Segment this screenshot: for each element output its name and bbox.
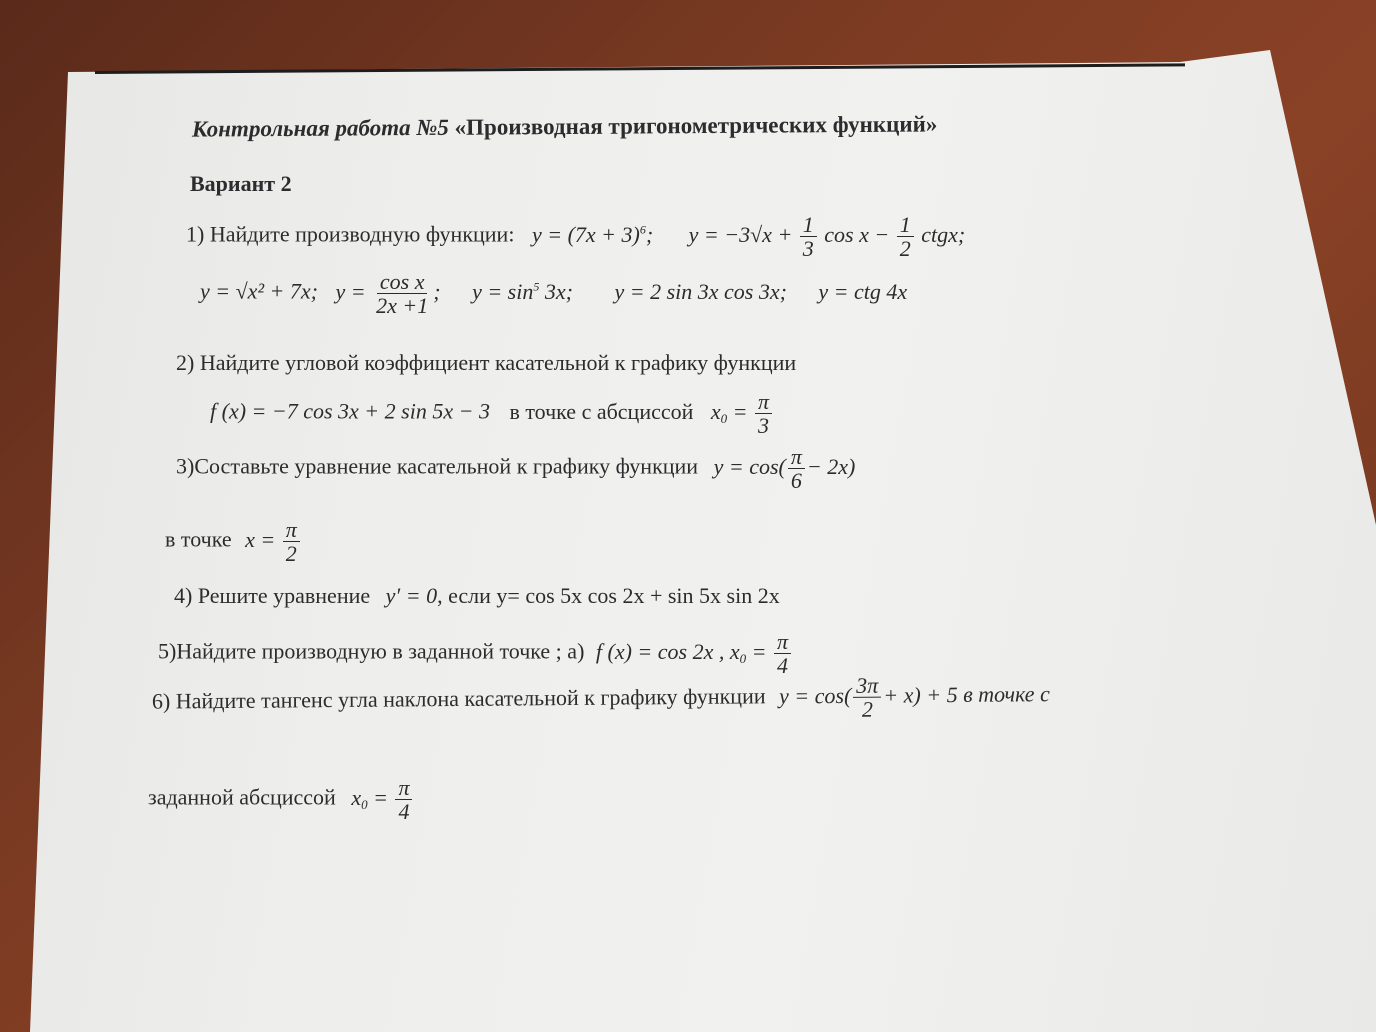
task-5-fraction: $\frac{\pi}{4}$ (774, 630, 791, 677)
task-1-f1: $y = (7x + 3)^6$; (531, 221, 654, 247)
task-1-f6: y = 2 sin 3x cos 3x; (614, 278, 787, 304)
task-2-x0: $x_0$ = (710, 398, 748, 426)
task-1-line-1 (186, 213, 965, 260)
task-5-formula: f (x) = cos 2x , $x_0$ = (595, 638, 767, 666)
task-2-point-text: в точке с абсциссой (509, 398, 694, 424)
task-6-x0: $x_0$ = (351, 784, 388, 812)
task-3-line-1 (176, 445, 855, 492)
task-1-f3: y = √x² + 7x; (200, 278, 318, 304)
task-6-line-2 (148, 776, 414, 823)
task-2-fraction: $\frac{\pi}{3}$ (755, 390, 772, 437)
task-2-label: 2) Найдите угловой коэффициент касательной к графику функции (176, 350, 797, 375)
task-6-fraction: $\frac{\pi}{4}$ (395, 776, 412, 823)
task-4-eq: y′ = 0 (385, 583, 438, 608)
task-4-line (174, 583, 780, 609)
task-3-point-fraction: $\frac{\pi}{2}$ (283, 518, 300, 565)
task-4-cond: , если y= cos 5x cos 2x + sin 5x sin 2x (437, 583, 780, 608)
task-6-line-1 (152, 672, 1050, 727)
page-title (192, 111, 937, 142)
task-1-f4: y = $\frac{\text{cos x}}{2x +1}$ ; (335, 269, 447, 319)
task-6-line2-text: заданной абсциссой (148, 784, 336, 810)
task-2-formula-line (210, 390, 774, 437)
task-3-formula: y = cos( $\frac{\pi}{6}$ − 2x) (713, 444, 856, 494)
title-italic: Контрольная работа №5 (191, 114, 449, 142)
task-3-label: 3)Составьте уравнение касательной к графику функции (176, 453, 699, 479)
task-3-point-text: в точке (165, 526, 232, 552)
task-1-line-2 (200, 270, 907, 317)
task-1-label: 1) Найдите производную функции: (186, 221, 515, 247)
task-1-f7: y = ctg 4x (818, 278, 908, 304)
task-6-label: 6) Найдите тангенс угла наклона касательной к графику функции (151, 683, 766, 714)
task-3-x-eq: x = (245, 526, 276, 552)
task-3-line-2 (165, 518, 302, 565)
task-1-f5: $y = \sin^5 3x$; (472, 278, 573, 304)
task-1-f2: y = −3√x + $\frac{1}{3}$ cos x − $\frac{1}{2}$ ctgx; (688, 212, 966, 262)
task-4-label: 4) Решите уравнение (174, 583, 371, 608)
task-5-label: 5)Найдите производную в заданной точке ; а) (158, 638, 585, 664)
variant-label: Вариант 2 (190, 171, 292, 196)
title-bold: «Производная тригонометрических функций» (454, 111, 938, 140)
task-2-formula: f (x) = −7 cos 3x + 2 sin 5x − 3 (210, 398, 490, 424)
task-5-line (158, 630, 793, 677)
task-6-formula: y = cos( $\frac{3\pi}{2}$ + x) + 5 в точке с (778, 672, 1050, 722)
